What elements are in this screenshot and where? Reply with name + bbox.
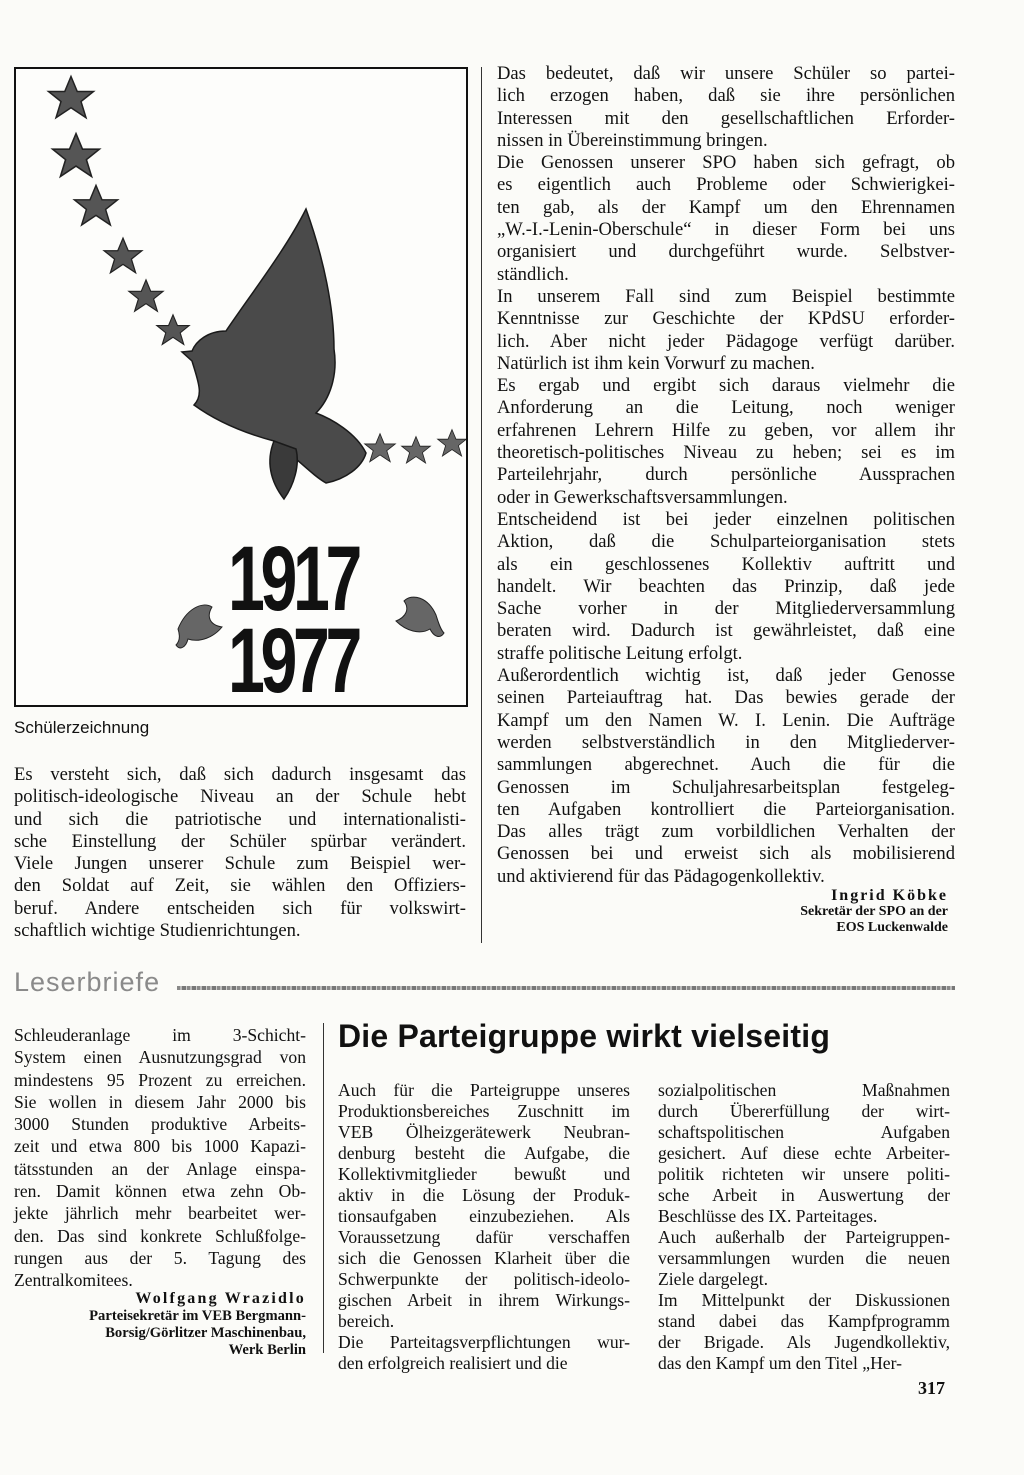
text-line: ständlich.: [497, 263, 569, 285]
text-line: Außerordentlich wichtig ist, daß jeder Genosse: [497, 665, 955, 687]
text-line: Kampf um den Namen W. I. Lenin. Die Aufträge: [497, 709, 955, 731]
text-line: Zentralkomitees.: [14, 1270, 133, 1291]
text-line: versammlungen wurden die neuen: [658, 1248, 950, 1268]
text-line: denburg besteht die Aufgabe, die: [338, 1143, 630, 1163]
text-line: Natürlich ist ihm kein Vorwurf zu machen.: [497, 352, 815, 374]
article-column-1: [338, 1080, 630, 1374]
text-line: ren. Damit können etwa zehn Ob-: [14, 1181, 306, 1202]
letter-author-role-line: Borsig/Görlitzer Maschinenbau,: [105, 1325, 306, 1341]
text-line: oder in Gewerkschaftsversammlungen.: [497, 486, 788, 508]
text-line: tätsstunden an der Anlage einspa-: [14, 1158, 306, 1179]
text-line: handelt. Wir beachten das Prinzip, daß jede: [497, 575, 955, 597]
year-1977: 1977: [228, 610, 359, 712]
text-line: sammlungen abgerechnet. Auch die für die: [497, 754, 955, 776]
year-1917: 1917: [228, 528, 359, 630]
text-line: werden selbstverständlich in den Mitgliederver-: [497, 731, 955, 753]
text-line: Schwerpunkte der politisch-ideolo-: [338, 1269, 630, 1289]
text-line: ten Aufgaben kontrolliert die Parteiorganisation.: [497, 798, 955, 820]
dove-icon: [182, 209, 366, 499]
left-column-paragraph: [14, 764, 466, 942]
small-dove-right-icon: [396, 597, 444, 636]
text-line: „W.-I.-Lenin-Oberschule“ in dieser Form bei uns: [497, 219, 955, 241]
text-line: Beschlüsse des IX. Parteitages.: [658, 1206, 878, 1226]
text-line: Produktionsbereiches Zuschnitt im: [338, 1101, 630, 1121]
text-line: Ziele dargelegt.: [658, 1269, 769, 1289]
text-line: In unserem Fall sind zum Beispiel bestimmte: [497, 285, 955, 307]
text-line: jekte jährlich mehr bearbeitet wer-: [14, 1203, 306, 1224]
text-line: Genossen im Schuljahresarbeitsplan festgeleg-: [497, 776, 955, 798]
author-role-line: EOS Luckenwalde: [836, 919, 948, 935]
text-line: Sie wollen in diesem Jahr 2000 bis: [14, 1091, 306, 1112]
letter-lines: [14, 1024, 306, 1292]
letters-divider: [323, 1023, 324, 1353]
text-line: aktiv in die Lösung der Produk-: [338, 1185, 630, 1205]
text-line: gesichert. Auf diese echte Arbeiter-: [658, 1143, 950, 1163]
text-line: durch Übererfüllung der wirt-: [658, 1101, 950, 1121]
text-line: Voraussetzung dafür verschaffen: [338, 1227, 630, 1247]
text-line: lich. Aber nicht jeder Pädagoge verfügt darüber.: [497, 330, 955, 352]
text-line: zeit und etwa 800 bis 1000 Kapazi-: [14, 1136, 306, 1157]
text-line: theoretisch-politisches Niveau zu heben; sei es im: [497, 442, 955, 464]
article-headline: Die Parteigruppe wirkt vielseitig: [338, 1018, 831, 1054]
text-line: Das alles trägt zum vorbildlichen Verhalten der: [497, 821, 955, 843]
text-line: erfahrenen Lehrern Hilfe zu geben, vor allem ihr: [497, 419, 955, 441]
article-column-1-lines: [338, 1080, 630, 1374]
text-line: den erfolgreich realisiert und die: [338, 1353, 568, 1373]
text-line: Schleuderanlage im 3-Schicht-: [14, 1025, 306, 1045]
small-dove-left-icon: [176, 605, 222, 648]
stars-row-icon: [365, 430, 466, 463]
illustration-caption: Schülerzeichnung: [14, 718, 150, 737]
letter-author-role-line: Werk Berlin: [228, 1342, 306, 1358]
text-line: tionsaufgaben einzubeziehen. Als: [338, 1206, 630, 1226]
author-role: [660, 904, 948, 935]
text-line: Anforderung an die Leitung, noch weniger: [497, 397, 955, 419]
text-line: Entscheidend ist bei jeder einzelnen politischen: [497, 508, 955, 530]
text-line: 3000 Stunden produktive Arbeits-: [14, 1114, 306, 1135]
text-line: Es versteht sich, daß sich dadurch insgesamt das: [14, 764, 466, 785]
text-line: Es ergab und ergibt sich daraus vielmehr die: [497, 375, 955, 397]
text-line: das den Kampf um den Titel „Her-: [658, 1353, 902, 1373]
text-line: sche Arbeit in Auswertung der: [658, 1185, 950, 1205]
text-line: Auch für die Parteigruppe unseres: [338, 1080, 630, 1100]
text-line: nissen in Übereinstimmung bringen.: [497, 129, 768, 151]
article-column-2: [658, 1080, 950, 1374]
text-line: System einen Ausnutzungsgrad von: [14, 1047, 306, 1068]
text-line: lich erzogen haben, daß sie ihre persönlichen: [497, 85, 955, 107]
text-line: Genossen bei und erweist sich als mobilisierend: [497, 843, 955, 865]
text-line: gischen Arbeit in ihrem Wirkungs-: [338, 1290, 630, 1310]
author-role-line: Sekretär der SPO an der: [800, 904, 948, 919]
text-line: rungen aus der 5. Tagung des: [14, 1247, 306, 1268]
text-line: straffe politische Leitung erfolgt.: [497, 642, 743, 664]
text-line: sozialpolitischen Maßnahmen: [658, 1080, 950, 1100]
text-line: und sich die patriotische und internationalisti-: [14, 808, 466, 830]
text-line: als ein geschlossenes Kollektiv auftritt und: [497, 553, 955, 575]
letter-text: [14, 1024, 306, 1292]
text-line: Auch außerhalb der Parteigruppen-: [658, 1227, 950, 1247]
text-line: stand dabei das Kampfprogramm: [658, 1311, 950, 1331]
text-line: ten gab, als der Kampf um den Ehrennamen: [497, 196, 955, 218]
letter-author-name: Wolfgang Wrazidlo: [135, 1290, 306, 1307]
letter-author-role-line: Parteisekretär im VEB Bergmann-: [89, 1308, 306, 1324]
article-column-2-lines: [658, 1080, 950, 1374]
text-line: Die Genossen unserer SPO haben sich gefragt, ob: [497, 152, 955, 174]
text-line: Im Mittelpunkt der Diskussionen: [658, 1290, 950, 1310]
text-line: und aktivierend für das Pädagogenkollektiv.: [497, 865, 825, 887]
text-line: sche Einstellung der Schüler spürbar verändert.: [14, 830, 466, 852]
text-line: politisch-ideologische Niveau an der Schule hebt: [14, 786, 466, 808]
text-line: bereich.: [338, 1311, 395, 1331]
text-line: schaftspolitischen Aufgaben: [658, 1122, 950, 1142]
text-line: Kollektivmitglieder bewußt und: [338, 1164, 630, 1184]
column-divider: [481, 67, 482, 943]
text-line: der Brigade. Als Jugendkollektiv,: [658, 1332, 950, 1352]
text-line: seinen Parteiauftrag hat. Das bewies gerade der: [497, 687, 955, 709]
text-line: Kenntnisse zur Geschichte der KPdSU erforder-: [497, 308, 955, 330]
text-line: politik richteten wir unsere politi-: [658, 1164, 950, 1184]
text-line: beraten wird. Dadurch ist gewährleistet, daß eine: [497, 620, 955, 642]
page-number: 317: [918, 1378, 945, 1398]
text-line: es eigentlich auch Probleme oder Schwierigkei-: [497, 174, 955, 196]
text-line: organisiert und durchgeführt wurde. Selbstver-: [497, 241, 955, 263]
text-line: mindestens 95 Prozent zu erreichen.: [14, 1069, 306, 1090]
student-drawing: [14, 67, 468, 712]
section-title: Leserbriefe: [14, 967, 161, 997]
text-line: beruf. Andere entscheiden sich für volkswirt-: [14, 897, 466, 919]
right-column-text: [497, 63, 955, 888]
text-line: VEB Ölheizgerätewerk Neubran-: [338, 1122, 630, 1142]
stars-arc-icon: [49, 77, 190, 345]
text-line: schaftlich wichtige Studienrichtungen.: [14, 920, 301, 942]
text-line: sich die Genossen Klarheit über die: [338, 1248, 630, 1268]
section-rule: [177, 986, 955, 990]
text-line: Parteilehrjahr, durch persönliche Aussprachen: [497, 464, 955, 486]
text-line: Sache vorher in der Mitgliederversammlung: [497, 598, 955, 620]
text-line: Das bedeutet, daß wir unsere Schüler so partei-: [497, 63, 955, 84]
text-line: Aktion, daß die Schulparteiorganisation stets: [497, 531, 955, 553]
author-name: Ingrid Köbke: [831, 887, 948, 904]
letter-author-role: [14, 1308, 306, 1359]
text-line: Viele Jungen unserer Schule zum Beispiel wer-: [14, 853, 466, 875]
text-line: Interessen mit den gesellschaftlichen Erforder-: [497, 107, 955, 129]
text-line: Die Parteitagsverpflichtungen wur-: [338, 1332, 630, 1352]
text-line: den Soldat auf Zeit, sie wählen den Offiziers-: [14, 875, 466, 897]
text-line: den. Das sind konkrete Schlußfolge-: [14, 1225, 306, 1246]
